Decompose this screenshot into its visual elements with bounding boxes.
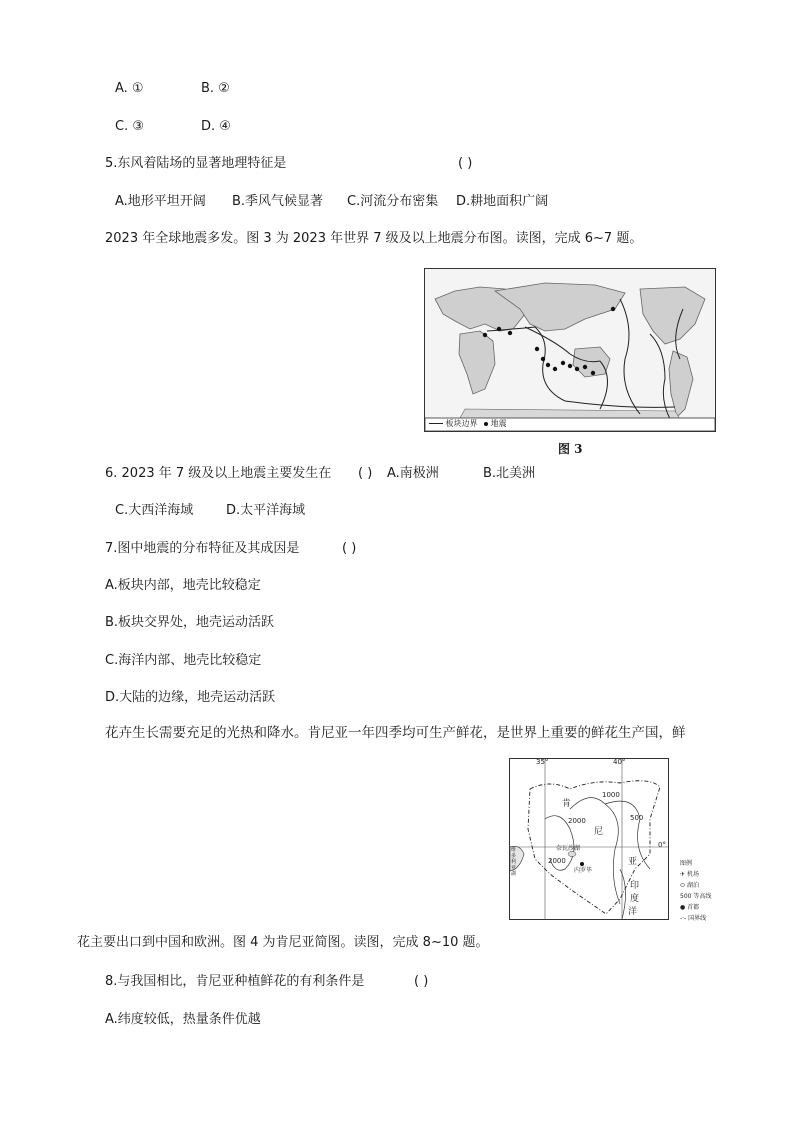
world-map-svg xyxy=(425,269,715,431)
q8-option-a: A.纬度较低，热量条件优越 xyxy=(105,1012,261,1027)
q4-option-b: B. ② xyxy=(201,81,230,96)
q6-bracket: ( ) xyxy=(358,466,373,481)
legend-border-label: 国界线 xyxy=(688,915,707,922)
q8-stem: 8.与我国相比，肯尼亚种植鲜花的有利条件是 xyxy=(105,974,365,989)
kenya-map-svg xyxy=(510,759,668,919)
q6-option-d: D.太平洋海域 xyxy=(226,503,306,518)
map-label-du: 度 xyxy=(630,894,640,904)
legend-lake-label: 湖泊 xyxy=(687,882,700,889)
map-label-ni: 尼 xyxy=(594,827,604,837)
map-label-yin: 印 xyxy=(630,881,640,891)
airplane-icon: ✈ xyxy=(680,871,686,878)
legend-capital-row xyxy=(680,904,730,912)
legend-contour-number: 500 xyxy=(680,893,692,900)
contour-2000-label-a: 2000 xyxy=(568,817,586,825)
figure-4-kenya-map xyxy=(509,758,669,920)
lat-0-label: 0° xyxy=(658,841,666,849)
quake-dot-icon xyxy=(484,422,488,426)
map-label-ken: 肯 xyxy=(562,799,572,809)
intro-kenya-line-1: 花卉生长需要充足的光热和降水。肯尼亚一年四季均可生产鲜花，是世界上重要的鲜花生产国，鲜 xyxy=(105,725,686,741)
capital-dot-icon: ● xyxy=(680,904,686,911)
legend-airport-label: 机场 xyxy=(686,871,699,878)
legend-capital-label: 首都 xyxy=(687,904,700,911)
legend-boundary-line xyxy=(429,419,507,429)
q5-option-b: B.季风气候显著 xyxy=(232,194,324,209)
lake-victoria-label: 维多利亚湖 xyxy=(511,847,517,877)
q7-option-a: A.板块内部，地壳比较稳定 xyxy=(105,578,261,593)
q5-option-d: D.耕地面积广阔 xyxy=(456,194,549,209)
q5-option-a: A.地形平坦开阔 xyxy=(115,194,206,209)
q4-option-d: D. ④ xyxy=(201,119,231,134)
lake-icon: ⬭ xyxy=(680,882,686,889)
legend-quake-label: 地震 xyxy=(490,419,507,428)
capital-nairobi-label: 内罗毕 xyxy=(574,867,593,874)
q6-option-a: A.南极洲 xyxy=(387,466,439,481)
legend-contour-row xyxy=(680,893,730,901)
intro-quake: 2023 年全球地震多发。图 3 为 2023 年世界 7 级及以上地震分布图。读图，完成 6~7 题。 xyxy=(105,231,643,246)
lon-35-label: 35° xyxy=(536,758,549,766)
legend-contour-label: 等高线 xyxy=(693,893,712,900)
border-line-icon: -·- xyxy=(680,915,687,922)
intro-kenya-line-2: 花主要出口到中国和欧洲。图 4 为肯尼亚简图。读图，完成 8~10 题。 xyxy=(77,935,489,950)
q7-bracket: ( ) xyxy=(342,541,357,556)
legend-boundary-label: 板块边界 xyxy=(445,419,478,428)
q8-bracket: ( ) xyxy=(414,974,429,989)
lon-40-label: 40° xyxy=(613,758,626,766)
legend-title: 图例 xyxy=(680,860,693,867)
q6-option-b: B.北美洲 xyxy=(483,466,536,481)
figure-3-world-map xyxy=(424,268,716,432)
q6-stem: 6. 2023 年 7 级及以上地震主要发生在 xyxy=(105,466,332,481)
legend-border-row xyxy=(680,915,730,923)
contour-1000-label: 1000 xyxy=(602,791,620,799)
figure-3-caption: 图 3 xyxy=(558,442,583,456)
figure-4-legend xyxy=(680,860,730,923)
q7-stem: 7.图中地震的分布特征及其成因是 xyxy=(105,541,300,556)
legend-lake-row xyxy=(680,882,730,890)
q7-option-c: C.海洋内部、地壳比较稳定 xyxy=(105,653,262,668)
contour-2000-label-b: 2000 xyxy=(548,857,566,865)
q4-option-c: C. ③ xyxy=(115,119,144,134)
q5-option-c: C.河流分布密集 xyxy=(347,194,439,209)
map-label-yang: 洋 xyxy=(628,907,638,917)
q5-bracket: ( ) xyxy=(458,156,473,171)
q4-option-a: A. ① xyxy=(115,81,144,96)
q6-option-c: C.大西洋海域 xyxy=(115,503,194,518)
contour-500-label: 500 xyxy=(630,814,644,822)
q7-option-b: B.板块交界处，地壳运动活跃 xyxy=(105,615,275,630)
q7-option-d: D.大陆的边缘，地壳运动活跃 xyxy=(105,690,276,705)
q5-stem: 5.东风着陆场的显著地理特征是 xyxy=(105,156,287,171)
legend-airport-row xyxy=(680,871,730,879)
lake-naivasha-label: 奈瓦沙湖 xyxy=(556,845,581,852)
map-label-ya: 亚 xyxy=(628,857,638,867)
